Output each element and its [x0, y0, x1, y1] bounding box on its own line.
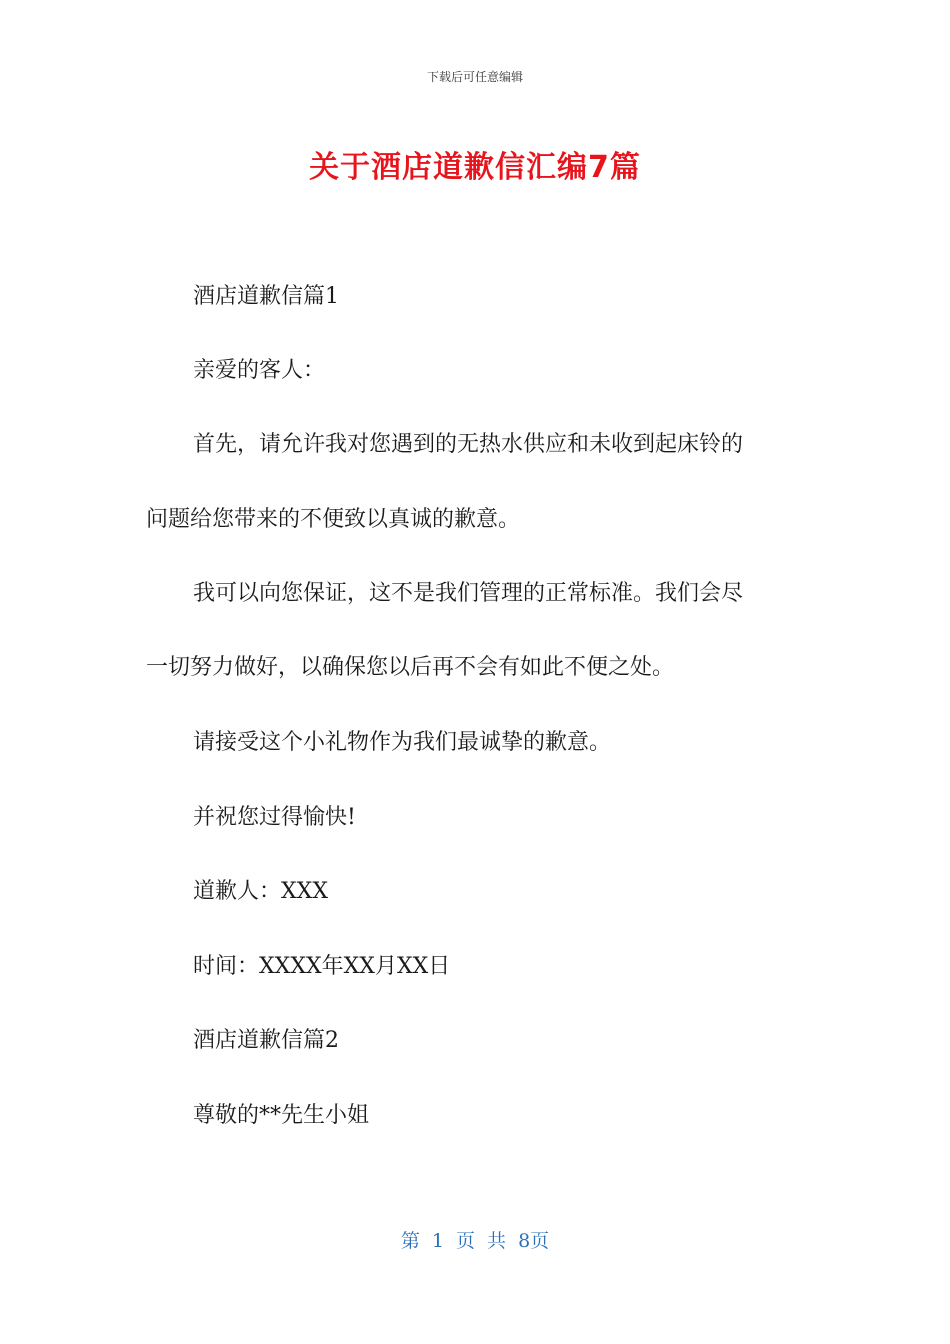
- header-note: 下载后可任意编辑: [426, 70, 523, 84]
- body-line-paragraph-2b: 一切努力做好，以确保您以后再不会有如此不便之处。: [146, 655, 675, 680]
- body-line-salutation: 亲爱的客人：: [193, 358, 326, 383]
- body-line-paragraph-3: 请接受这个小礼物作为我们最诚挚的歉意。: [193, 730, 612, 755]
- body-line-section-heading-1: 酒店道歉信篇1: [193, 284, 339, 309]
- body-line-signer: 道歉人：XXX: [193, 879, 328, 904]
- page-footer: 第 1 页 共 8页: [400, 1230, 550, 1252]
- document-title: 关于酒店道歉信汇编7篇: [309, 150, 641, 185]
- body-line-paragraph-1b: 问题给您带来的不便致以真诚的歉意。: [146, 507, 521, 532]
- body-line-paragraph-1a: 首先，请允许我对您遇到的无热水供应和未收到起床铃的: [193, 432, 744, 457]
- body-line-paragraph-2a: 我可以向您保证，这不是我们管理的正常标准。我们会尽: [193, 581, 744, 606]
- body-line-salutation-2: 尊敬的**先生小姐: [193, 1103, 370, 1128]
- body-line-date: 时间：XXXX年XX月XX日: [193, 954, 451, 979]
- body-line-section-heading-2: 酒店道歉信篇2: [193, 1028, 339, 1053]
- body-line-closing: 并祝您过得愉快!: [193, 805, 356, 830]
